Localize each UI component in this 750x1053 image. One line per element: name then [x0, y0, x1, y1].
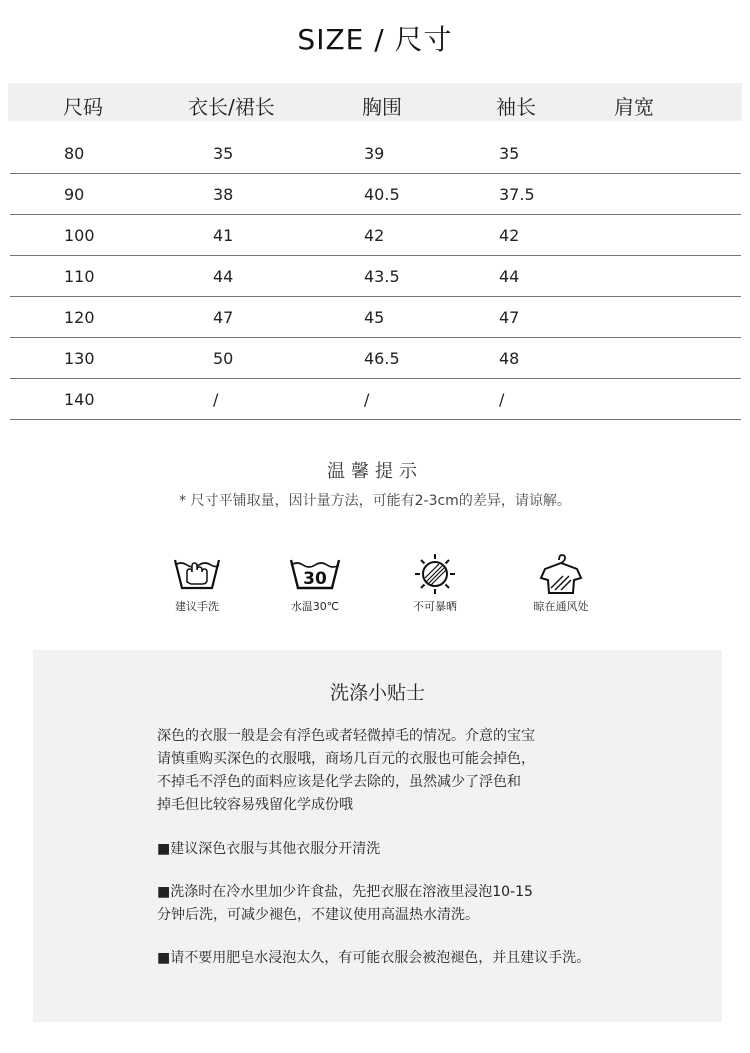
- cell-size: 140: [64, 390, 95, 409]
- tips-note: * 尺寸平铺取量，因计量方法，可能有2-3cm的差异，请谅解。: [179, 493, 571, 509]
- cell-length: 47: [213, 308, 234, 327]
- hand-wash-icon: [171, 552, 223, 592]
- table-row: [10, 296, 741, 338]
- cell-size: 90: [64, 185, 85, 204]
- cell-sleeve: 42: [499, 226, 520, 245]
- cell-sleeve: /: [499, 390, 505, 409]
- wash-tip-1: ■建议深色衣服与其他衣服分开清洗: [157, 841, 381, 857]
- cell-chest: 40.5: [364, 185, 400, 204]
- cell-length: 35: [213, 144, 234, 163]
- care-item-water-temp: [270, 552, 360, 614]
- cell-size: 100: [64, 226, 95, 245]
- care-label: 不可暴晒: [413, 600, 457, 613]
- care-item-hang-dry: [516, 552, 606, 614]
- table-row: [10, 337, 741, 379]
- cell-size: 80: [64, 144, 85, 163]
- care-label: 水温30℃: [290, 600, 340, 613]
- cell-size: 130: [64, 349, 95, 368]
- cell-sleeve: 44: [499, 267, 520, 286]
- cell-chest: /: [364, 390, 370, 409]
- cell-length: 44: [213, 267, 234, 286]
- hang-dry-icon: [537, 552, 585, 596]
- header-chest: 胸围: [362, 95, 402, 119]
- care-label: 晾在通风处: [533, 600, 589, 613]
- cell-sleeve: 48: [499, 349, 520, 368]
- cell-length: 38: [213, 185, 234, 204]
- table-row: [10, 173, 741, 215]
- cell-length: 41: [213, 226, 234, 245]
- page-title: SIZE / 尺寸: [297, 23, 453, 56]
- cell-chest: 39: [364, 144, 385, 163]
- care-label: 建议手洗: [175, 600, 219, 613]
- table-row: [10, 255, 741, 297]
- wash-tip-3: ■请不要用肥皂水浸泡太久，有可能衣服会被泡褪色，并且建议手洗。: [157, 950, 591, 966]
- header-sleeve: 袖长: [496, 95, 536, 119]
- header-shoulder: 肩宽: [614, 95, 654, 119]
- wash-temperature-icon: [287, 552, 343, 592]
- no-sun-icon: [413, 552, 457, 596]
- cell-sleeve: 47: [499, 308, 520, 327]
- header-size: 尺码: [63, 95, 103, 119]
- cell-sleeve: 35: [499, 144, 520, 163]
- cell-size: 120: [64, 308, 95, 327]
- table-row: [10, 132, 741, 174]
- wash-tip-2: ■洗涤时在冷水里加少许食盐，先把衣服在溶液里浸泡10-15 分钟后洗，可减少褪色，不建议使用高温热水清洗。: [157, 884, 533, 923]
- cell-sleeve: 37.5: [499, 185, 535, 204]
- table-row: [10, 378, 741, 420]
- care-item-hand-wash: [152, 552, 242, 614]
- cell-length: /: [213, 390, 219, 409]
- cell-size: 110: [64, 267, 95, 286]
- cell-chest: 43.5: [364, 267, 400, 286]
- cell-chest: 42: [364, 226, 385, 245]
- care-item-no-sun: [390, 552, 480, 614]
- wash-tips-intro: 深色的衣服一般是会有浮色或者轻微掉毛的情况。介意的宝宝 请慎重购买深色的衣服哦，商场几百元的衣服也可能会掉色， 不掉毛不浮色的面料应该是化学去除的，虽然减少了浮色和 掉毛但比较容易残留化学成份哦: [157, 728, 535, 813]
- wash-tips-title: 洗涤小贴士: [329, 682, 425, 704]
- tips-title: 温馨提示: [327, 461, 423, 482]
- table-row: [10, 214, 741, 256]
- cell-chest: 45: [364, 308, 385, 327]
- cell-chest: 46.5: [364, 349, 400, 368]
- wash-temp-number: 30: [303, 569, 327, 589]
- header-length: 衣长/裙长: [188, 95, 275, 119]
- cell-length: 50: [213, 349, 234, 368]
- wash-tips-panel: [33, 650, 722, 1022]
- size-table-header: [8, 83, 742, 121]
